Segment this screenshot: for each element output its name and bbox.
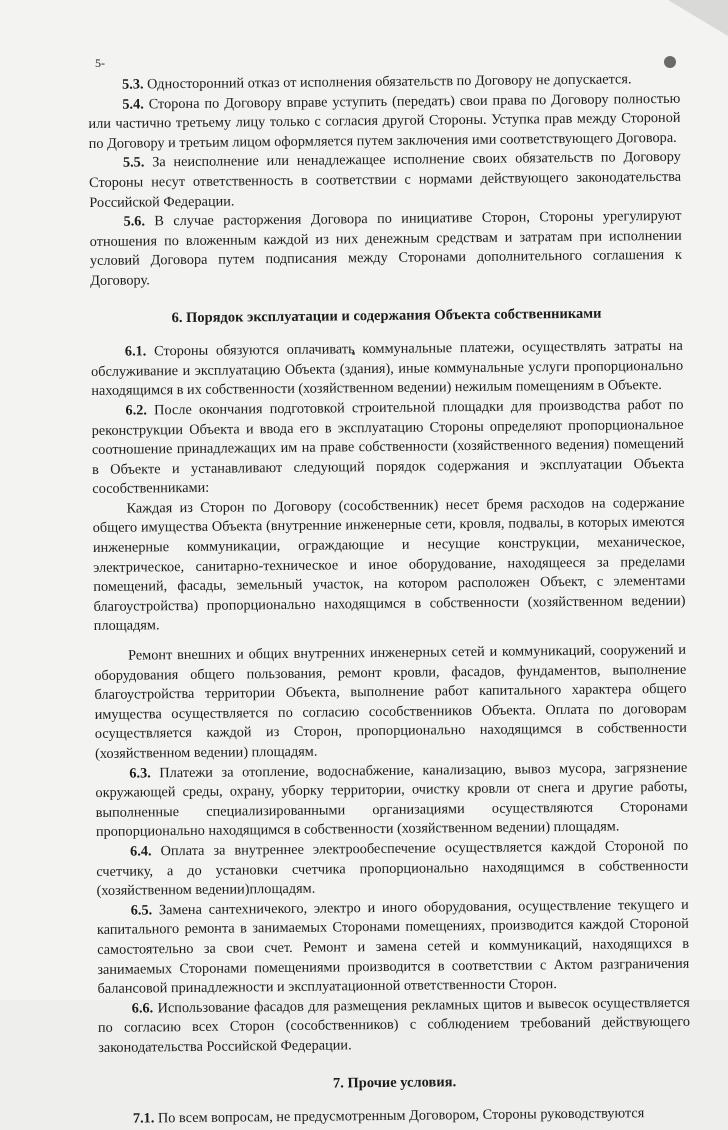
clause-6-2: 6.2. После окончания подготовкой строительной площадки для производства работ по реконструкции Объекта и ввода его в эксплуатацию Стороны определяют пропорциональное соотношение принадлежащих им на праве собственности (хозяйственного ведения) помещений в Объекте и устанавливают следующий порядок содержания и эксплуатации Объекта сособственниками: [91,396,685,498]
punch-hole [664,56,676,68]
section-6-heading: 6. Порядок эксплуатации и содержания Объекта собственниками [171,305,602,326]
margin-mark: 5- [95,56,105,70]
clause-6-5: 6.5. Замена сантехничекого, электро и иного оборудования, осуществление текущего и капитального ремонта в занимаемых Сторонами помещениях, производится каждой Стороной самостоятельно за свои счет. Ремонт и замена сетей и коммуникаций, находящихся в занимаемых Сторонами помещениями производится в соответствии с Актом разграничения балансовой принадлежности и эксплуатационной ответственности Сторон. [96,896,690,998]
document-body [88,70,691,1130]
clause-6-6: 6.6. Использование фасадов для размещения рекламных щитов и вывесок осуществляется по согласию всех Сторон (сособственников) с соблюдением требований действующего законодательства Российской Федерации. [97,994,691,1056]
clause-6-3: 6.3. Платежи за отопление, водоснабжение, канализацию, вывоз мусора, загрязнение окружающей среды, охрану, уборку территории, очистку кровли от снега и другие работы, выполненные специализированными организациями осуществляются Сторонами пропорционально находящимся в собственности (хозяйственном ведении) площадям. [95,759,688,841]
clause-6-4: 6.4. Оплата за внутреннее электрообеспечение осуществляется каждой Стороной по счетчику, а до установки счетчика пропорционально находящимся в собственности (хозяйственном ведении)площадям. [96,837,689,900]
clause-5-3: 5.3. Односторонний отказ от исполнения обязательств по Договору не допускается. [122,71,632,93]
clause-6-1: 6.1. Стороны обязуются оплачивать коммунальные платежи, осуществлять затраты на обслуживание и эксплуатацию Объекта (здания), иные коммунальные услуги пропорционально находящимся в их собственности (хозяйственном ведении) нежилым помещениям в Объекте. [91,337,684,400]
clause-5-6: 5.6. В случае расторжения Договора по инициативе Сторон, Стороны урегулируют отношения по вложенным каждой из них денежным средствам и затратам при исполнении условий Договора путем подписания между Сторонами дополнительного соглашения к Договору. [89,207,682,289]
clause-7-1: 7.1. По всем вопросам, не предусмотренным Договором, Стороны руководствуются [132,1105,645,1127]
section-7-heading: 7. Прочие условия. [332,1073,457,1091]
clause-6-2-paragraph-b: Ремонт внешних и общих внутренних инженерных сетей и коммуникаций, сооружений и оборудования общего пользования, ремонт кровли, фасадов, фундаментов, выполнение благоустройства территории Объекта, выполнение работ капитального характера общего имущества осуществляется по согласию сособственников Объекта. Оплата по договорам осуществляется каждой из Сторон, пропорционально находящимся в собственности (хозяйственном ведении) площадям. [94,641,687,762]
clause-5-5: 5.5. За неисполнение или ненадлежащее исполнение своих обязательств по Договору Стороны несут ответственность в соответствии с нормами действующего законодательства Российской Федерации. [89,149,682,211]
corner-shadow [648,0,728,40]
clause-6-2-paragraph-a: Каждая из Сторон по Договору (сособственник) несет бремя расходов на содержание общего имущества Объекта (внутренние инженерные сети, кровля, подвалы, в которых имеются инженерные коммуникации, ограждающие и несущие конструкции, механическое, электрическое, санитарно-техническое и иное оборудование, находящееся за пределами помещений, фасады, земельный участок, на котором расположен Объект, с элементами благоустройства) пропорционально находящимся в собственности (хозяйственном ведении) площадям. [92,494,686,635]
clause-5-4: 5.4. Сторона по Договору вправе уступить (передать) свои права по Договору полностью или частично третьему лицу только с согласия другой Стороны. Уступка прав между Стороной по Договору и третьим лицом оформляется путем заключения ими соответствующего Договора. [88,90,681,152]
